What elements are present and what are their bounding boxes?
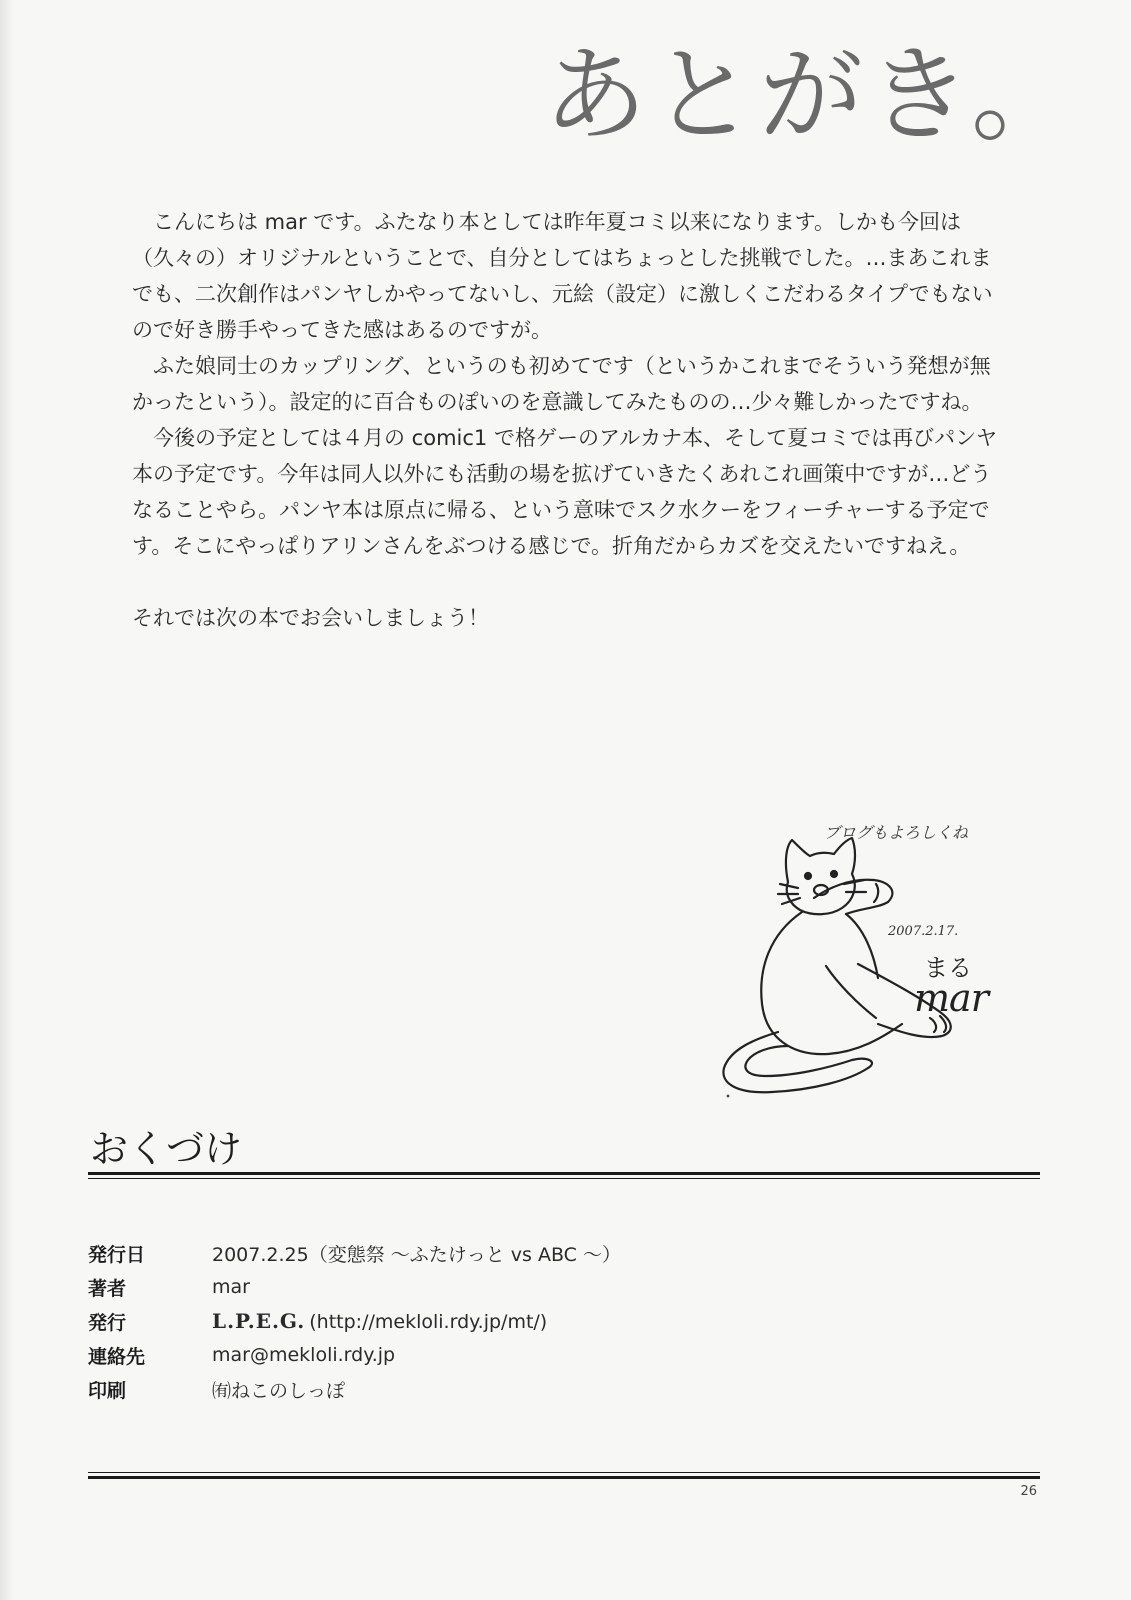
- colophon-value: [212, 1304, 621, 1338]
- sketch-name-kana: まる: [924, 954, 972, 982]
- afterword-body: [132, 204, 1002, 636]
- page-number: 26: [1020, 1484, 1037, 1499]
- colophon-table: [88, 1236, 621, 1406]
- colophon-label: 著者: [88, 1277, 127, 1300]
- colophon-rule-top-thin: [88, 1178, 1040, 1179]
- colophon-value: mar: [212, 1276, 250, 1298]
- afterword-paragraph-3: 今後の予定としては４月の comic1 で格ゲーのアルカナ本、そして夏コミでは再びパンヤ本の予定です。今年は同人以外にも活動の場を拡げていきたくあれこれ画策中ですが…どうなることやら。パンヤ本は原点に帰る、という意味でスク水クーをフィーチャーする予定です。そこにやっぱりアリンさんをぶつける感じで。折角だからカズを交えたいですねえ。: [132, 426, 998, 558]
- colophon-rule-top: [88, 1172, 1040, 1175]
- colophon-value: ㈲ねこのしっぽ: [212, 1379, 346, 1402]
- colophon-row-author: [88, 1270, 621, 1304]
- colophon-label: 印刷: [88, 1379, 127, 1402]
- colophon-rule-bottom: [88, 1476, 1040, 1479]
- afterword-paragraph-1: こんにちは mar です。ふたなり本としては昨年夏コミ以来になります。しかも今回は（久々の）オリジナルということで、自分としてはちょっとした挑戦でした。…まあこれまでも、二次創作はパンヤしかやってないし、元絵（設定）に激しくこだわるタイプでもないので好き勝手やってきた感はあるのですが。: [132, 210, 993, 342]
- colophon-row-publisher: [88, 1304, 621, 1338]
- colophon-rule-bottom-thin: [88, 1472, 1040, 1473]
- colophon-row-date: [88, 1236, 621, 1270]
- sketch-date: 2007.2.17.: [888, 924, 959, 939]
- afterword-paragraph-2: ふた娘同士のカップリング、というのも初めてです（というかこれまでそういう発想が無かったという）。設定的に百合ものぽいのを意識してみたものの…少々難しかったですね。: [132, 354, 991, 414]
- colophon-heading: おくづけ: [90, 1127, 243, 1171]
- signature: mar: [914, 976, 988, 1020]
- page-title: あとがき。: [543, 34, 1079, 156]
- colophon-value: mar@mekloli.rdy.jp: [212, 1344, 396, 1366]
- publisher-url: (http://mekloli.rdy.jp/mt/): [309, 1311, 548, 1333]
- afterword-closing: それでは次の本でお会いしましょう！: [132, 606, 489, 630]
- sketch-note: ブログもよろしくね: [824, 823, 969, 842]
- colophon-label: 発行: [88, 1311, 127, 1334]
- colophon-value: 2007.2.25（変態祭 〜ふたけっと vs ABC 〜）: [212, 1243, 621, 1266]
- colophon-label: 連絡先: [88, 1345, 146, 1368]
- colophon-row-contact: [88, 1338, 621, 1372]
- colophon-row-printer: [88, 1372, 621, 1406]
- binding-edge: [0, 0, 14, 1600]
- publisher-brand: L.P.E.G.: [212, 1309, 306, 1333]
- colophon-label: 発行日: [88, 1243, 146, 1266]
